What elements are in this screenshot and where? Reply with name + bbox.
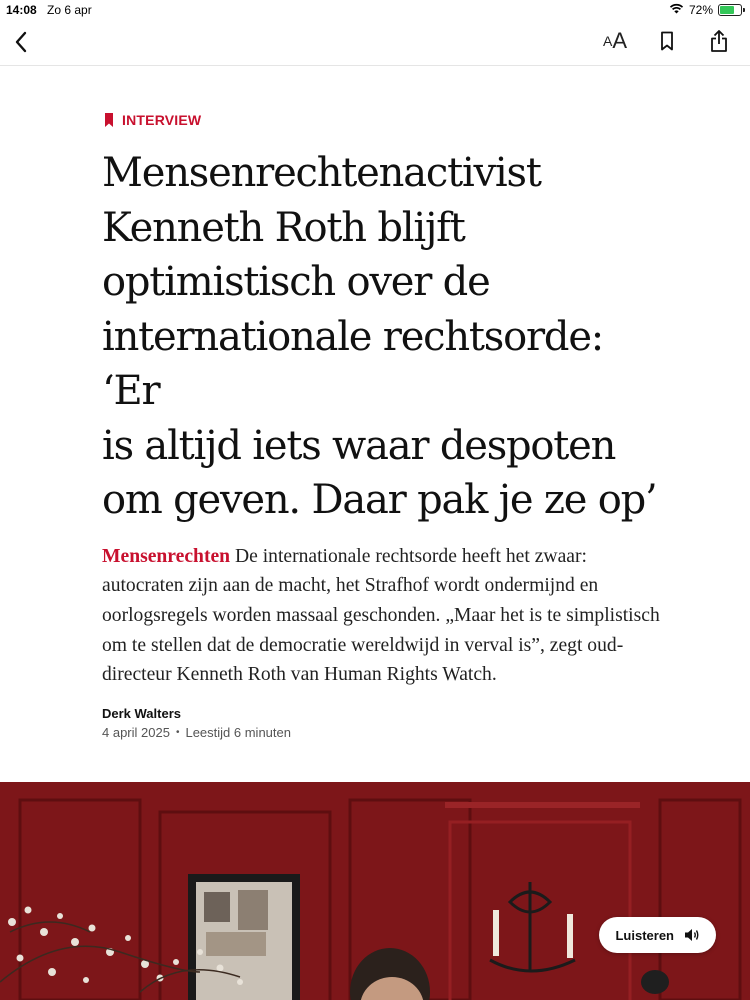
speaker-icon bbox=[684, 928, 700, 942]
listen-label: Luisteren bbox=[615, 927, 674, 943]
bookmark-icon bbox=[104, 113, 114, 127]
share-button[interactable] bbox=[706, 26, 732, 56]
bookmark-icon bbox=[660, 31, 674, 51]
article-lead bbox=[102, 542, 662, 691]
article-kicker bbox=[104, 112, 662, 128]
headline-line: Mensenrechtenactivist bbox=[102, 150, 541, 196]
article-meta bbox=[102, 725, 662, 740]
headline-line: om geven. Daar pak je ze op’ bbox=[102, 477, 657, 523]
topic-link[interactable]: Mensenrechten bbox=[102, 545, 231, 567]
listen-button[interactable] bbox=[599, 917, 716, 953]
text-size-large-glyph: A bbox=[612, 28, 628, 53]
text-size-button[interactable] bbox=[602, 26, 628, 56]
kicker-label: INTERVIEW bbox=[122, 112, 202, 128]
back-button[interactable] bbox=[8, 28, 34, 56]
page-title bbox=[102, 146, 662, 528]
wifi-icon bbox=[669, 2, 684, 17]
lead-text: De internationale rechtsorde heeft het zwaar: autocraten zijn aan de macht, het Strafhof wordt ondermijnd en oorlogsregels worden massaal geschonden. „Maar het is te simplistisch om te stellen dat de democratie wereldwijd in verval is”, zegt oud-directeur Kenneth Roth van Human Rights Watch. bbox=[102, 545, 660, 686]
article-header bbox=[102, 112, 662, 740]
bookmark-button[interactable] bbox=[654, 26, 680, 56]
byline bbox=[102, 706, 662, 740]
text-size-small-glyph: A bbox=[602, 33, 613, 49]
hero-photo-illustration bbox=[0, 782, 750, 1000]
headline-line: optimistisch over de bbox=[102, 259, 490, 305]
nav-bar bbox=[0, 20, 750, 66]
chevron-left-icon bbox=[14, 31, 28, 53]
hero-image bbox=[0, 782, 750, 1000]
publish-date: 4 april 2025 bbox=[102, 725, 170, 741]
status-time: 14:08 bbox=[6, 3, 37, 17]
author-name[interactable]: Derk Walters bbox=[102, 706, 181, 722]
nav-tools bbox=[602, 26, 732, 56]
share-icon bbox=[710, 29, 728, 53]
meta-separator: • bbox=[175, 727, 180, 739]
status-bar bbox=[0, 0, 750, 20]
battery-percent: 72% bbox=[688, 2, 713, 17]
headline-line: is altijd iets waar despoten bbox=[102, 422, 616, 469]
status-date: Zo 6 apr bbox=[47, 3, 92, 17]
headline-line: internationale rechtsorde: ‘Er bbox=[102, 313, 604, 414]
reading-time: Leestijd 6 minuten bbox=[185, 725, 291, 741]
status-indicators bbox=[669, 2, 742, 17]
headline-line: Kenneth Roth blijft bbox=[102, 204, 465, 251]
battery-icon bbox=[718, 4, 742, 16]
